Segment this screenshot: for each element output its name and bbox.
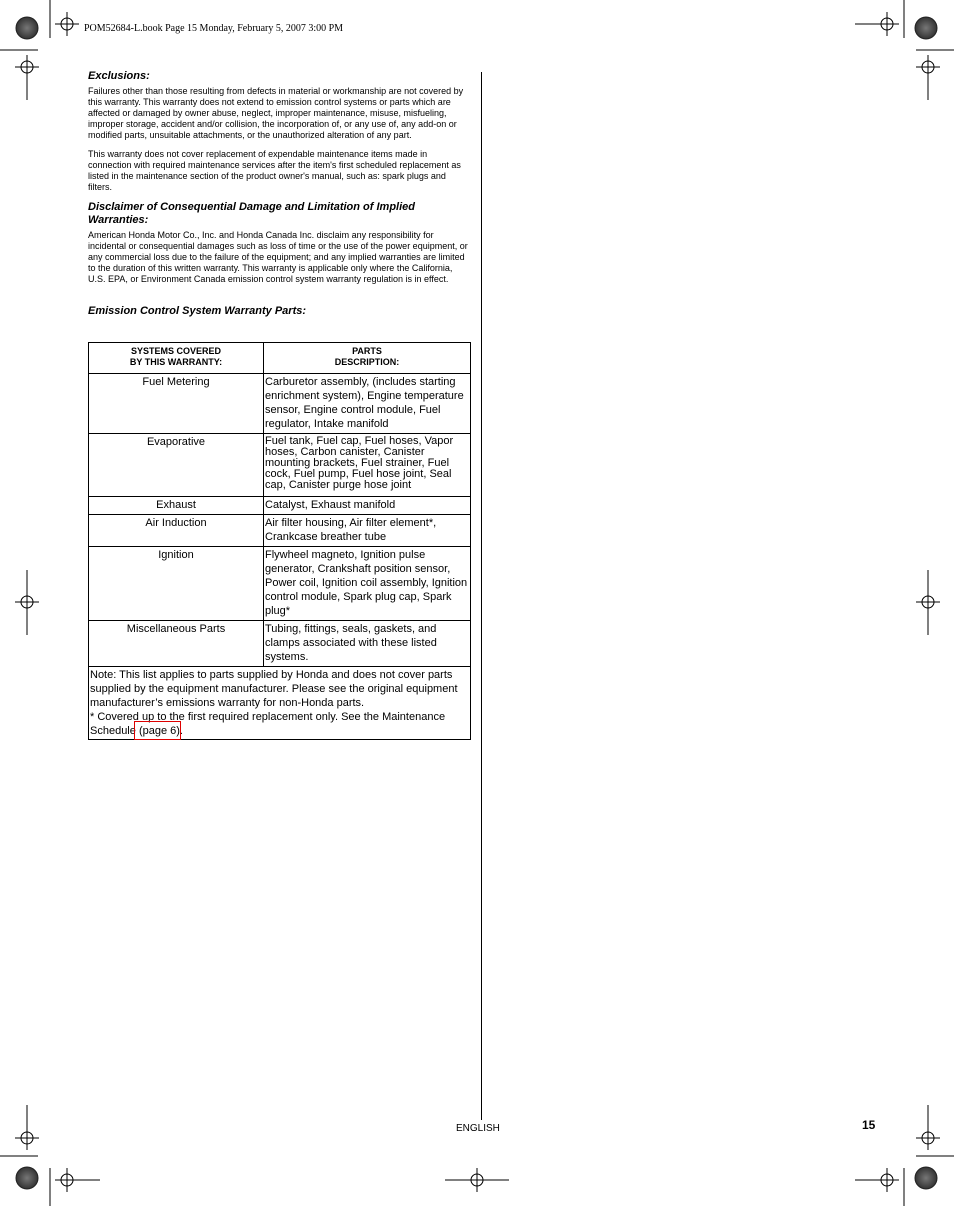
parts-cell: Fuel tank, Fuel cap, Fuel hoses, Vapor hoses, Carbon canister, Canister mounting brackets, Fuel strainer, Fuel cock, Fuel pump, Fuel hose joint, Seal cap, Canister purge hose joint [264,434,471,497]
note-text: Note: This list applies to parts supplied by Honda and does not cover parts supplied by the equipment manufacturer. Please see the original equipment manufacturer’s emissions warranty for non-Honda parts. [90,669,458,709]
header-parts-line1: PARTS [352,346,382,356]
page-number: 15 [862,1118,876,1132]
header-parts [264,343,471,374]
system-cell: Miscellaneous Parts [89,621,264,667]
header-systems-line1: SYSTEMS COVERED [130,346,222,356]
disclaimer-paragraph: American Honda Motor Co., Inc. and Honda Canada Inc. disclaim any responsibility for incidental or consequential damages such as loss of time or the use of the power equipment, or any commercial loss due to the failure of the equipment; and any implied warranties are limited to the duration of this written warranty. This warranty is applicable only where the California, U.S. EPA, or Environment Canada emission control system warranty regulation is in effect. [88,230,468,284]
page-reference-link[interactable]: (page 6) [138,725,180,737]
page-reference-link-box[interactable] [134,721,181,740]
table-row [89,515,471,547]
disclaimer-heading: Disclaimer of Consequential Damage and Limitation of Implied Warranties: [88,201,415,226]
table-row [89,434,471,497]
footer-language: ENGLISH [456,1123,500,1134]
header-systems [89,343,264,374]
parts-cell: Carburetor assembly, (includes starting enrichment system), Engine temperature sensor, Engine control module, Fuel regulator, Intake manifold [264,374,471,434]
parts-heading: Emission Control System Warranty Parts: [88,305,307,317]
system-cell: Fuel Metering [89,374,264,434]
header-parts-line2: DESCRIPTION: [334,357,400,367]
print-info-header: POM52684-L.book Page 15 Monday, February 5, 2007 3:00 PM [84,23,344,34]
exclusions-paragraph-1: Failures other than those resulting from defects in material or workmanship are not covered by this warranty. This warranty does not extend to emission control systems or parts which are affected or damaged by owner abuse, neglect, improper maintenance, misuse, misfueling, improper storage, accident and/or collision, the incorporation of, or any use of, any add-on or modified parts, unsuitable attachments, or the unauthorized alteration of any part. [88,86,464,140]
system-cell: Exhaust [89,497,264,515]
table-row [89,547,471,621]
table-row [89,497,471,515]
exclusions-heading: Exclusions: [88,70,150,82]
column-divider [481,72,482,1120]
footnote-text: * Covered up to the first required replacement only. See the Maintenance Schedule [90,711,446,737]
table-row [89,621,471,667]
parts-cell: Air filter housing, Air filter element*, Crankcase breather tube [264,515,471,547]
system-cell: Ignition [89,547,264,621]
system-cell: Evaporative [89,434,264,497]
parts-cell: Catalyst, Exhaust manifold [264,497,471,515]
header-systems-line2: BY THIS WARRANTY: [129,357,223,367]
left-column [88,70,472,318]
parts-cell: Flywheel magneto, Ignition pulse generator, Crankshaft position sensor, Power coil, Ignition coil assembly, Ignition control module, Spark plug cap, Spark plug* [264,547,471,621]
table-row [89,374,471,434]
footnote-end: . [179,725,183,737]
parts-cell: Tubing, fittings, seals, gaskets, and clamps associated with these listed systems. [264,621,471,667]
system-cell: Air Induction [89,515,264,547]
warranty-parts-table [88,342,471,740]
table-header-row [89,343,471,374]
exclusions-paragraph-2: This warranty does not cover replacement of expendable maintenance items made in connection with required maintenance services after the item's first scheduled replacement as listed in the maintenance section of the product owner's manual, such as: spark plugs and filters. [88,149,461,192]
